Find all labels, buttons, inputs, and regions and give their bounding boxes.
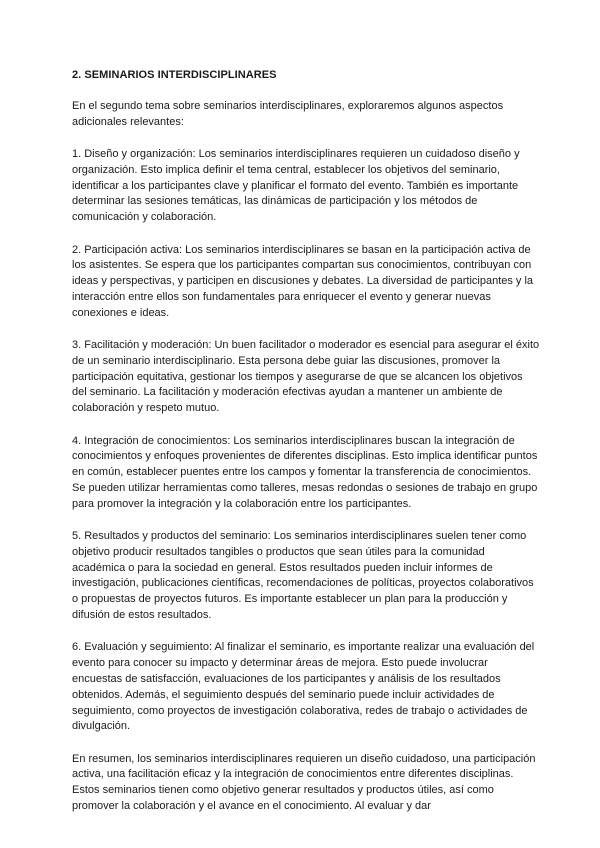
paragraph-results-products: 5. Resultados y productos del seminario: Los seminarios interdisciplinares suelen tener como objetivo producir resultados tangibles o productos que sean útiles para la comunidad académica o para la sociedad en general. Estos resultados pueden incluir informes de investigación, publicaciones científicas, recomendaciones de políticas, proyectos colaborativos o propuestas de proyectos futuros. Es importante establecer un plan para la producción y difusión de estos resultados. bbox=[72, 530, 534, 622]
intro-paragraph: En el segundo tema sobre seminarios interdisciplinares, exploraremos algunos aspectos adicionales relevantes: bbox=[72, 100, 504, 128]
paragraph-evaluation-followup: 6. Evaluación y seguimiento: Al finalizar el seminario, es importante realizar una evaluación del evento para conocer su impacto y determinar áreas de mejora. Esto puede involucrar encuestas de satisfacción, evaluaciones de los participantes y análisis de los resultados obtenidos. Además, el seguimiento después del seminario puede incluir actividades de seguimiento, como proyectos de investigación colaborativa, redes de trabajo o actividades de divulgación. bbox=[72, 641, 535, 733]
paragraph-active-participation: 2. Participación activa: Los seminarios interdisciplinares se basan en la participación activa de los asistentes. Se espera que los participantes compartan sus conocimientos, contribuyan con ideas y perspectivas, y participen en discusiones y debates. La diversidad de participantes y la interacción entre ellos son fundamentales para enriquecer el evento y generar nuevas conexiones e ideas. bbox=[72, 243, 534, 319]
conclusion-paragraph: En resumen, los seminarios interdisciplinares requieren un diseño cuidadoso, una participación activa, una facilitación eficaz y la integración de conocimientos entre diferentes disciplinas. Estos seminarios tienen como objetivo generar resultados y productos útiles, así como promover la colaboración y el avance en el conocimiento. Al evaluar y dar bbox=[72, 752, 536, 812]
paragraph-knowledge-integration: 4. Integración de conocimientos: Los seminarios interdisciplinares buscan la integración de conocimientos y enfoques provenientes de diferentes disciplinas. Esto implica identificar puntos en común, establecer puentes entre los campos y fomentar la transferencia de conocimientos. Se pueden utilizar herramientas como talleres, mesas redondas o sesiones de trabajo en grupo para promover la integración y la colaboración entre los participantes. bbox=[72, 434, 538, 510]
section-heading: 2. SEMINARIOS INTERDISCIPLINARES bbox=[72, 69, 277, 81]
paragraph-design-organization: 1. Diseño y organización: Los seminarios interdisciplinares requieren un cuidadoso diseño y organización. Esto implica definir el tema central, establecer los objetivos del seminario, identificar a los participantes clave y planificar el formato del evento. También es importante determinar las sesiones temáticas, las dinámicas de participación y los métodos de comunicación y colaboración. bbox=[72, 148, 520, 224]
paragraph-facilitation-moderation: 3. Facilitación y moderación: Un buen facilitador o moderador es esencial para asegurar el éxito de un seminario interdisciplinario. Esta persona debe guiar las discusiones, promover la participación equitativa, gestionar los tiempos y asegurarse de que se alcancen los objetivos del seminario. La facilitación y moderación efectivas ayudan a mantener un ambiente de colaboración y respeto mutuo. bbox=[72, 339, 540, 415]
